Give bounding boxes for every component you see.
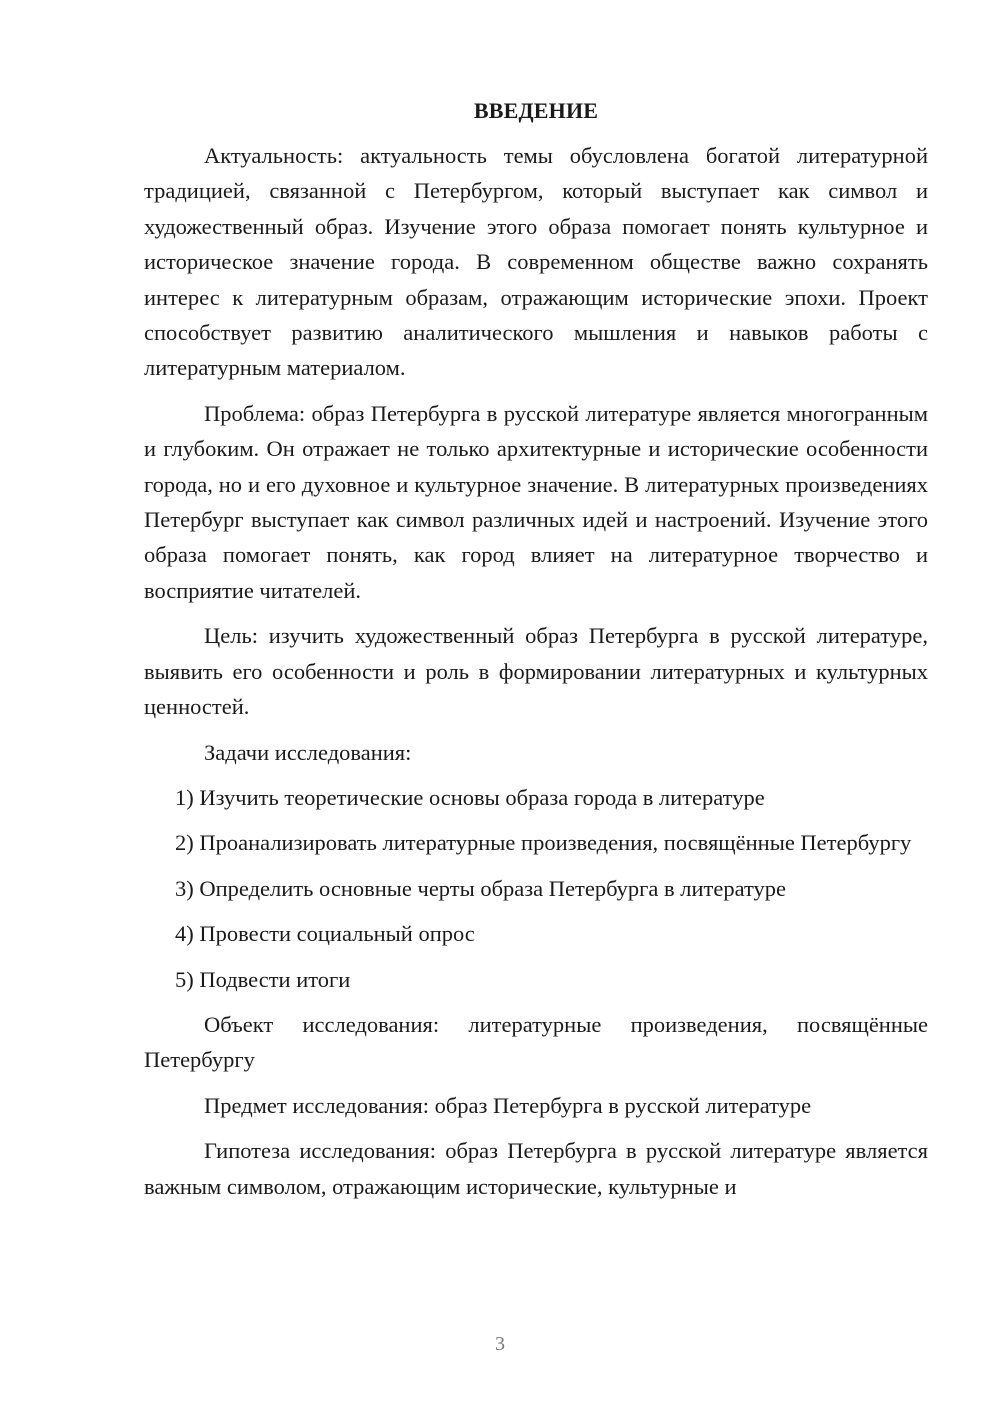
document-page	[144, 96, 928, 1214]
hypothesis-paragraph: Гипотеза исследования: образ Петербурга в русской литературе является важным символом, отражающим исторические, культурные и	[144, 1138, 928, 1199]
subject-paragraph: Предмет исследования: образ Петербурга в русской литературе	[204, 1092, 812, 1118]
task-item-5: 5) Подвести итоги	[175, 966, 351, 992]
page-heading: ВВЕДЕНИЕ	[473, 98, 599, 123]
task-item-1: 1) Изучить теоретические основы образа города в литературе	[175, 784, 765, 810]
goal-paragraph: Цель: изучить художественный образ Петербурга в русской литературе, выявить его особенности и роль в формировании литературных и культурных ценностей.	[144, 623, 928, 720]
task-item-4: 4) Провести социальный опрос	[175, 921, 475, 947]
task-item-3: 3) Определить основные черты образа Петербурга в литературе	[175, 875, 787, 901]
relevance-paragraph: Актуальность: актуальность темы обусловлена богатой литературной традицией, связанной с Петербургом, который выступает как символ и художественный образ. Изучение этого образа помогает понять культурное и историческое значение города. В современном обществе важно сохранять интерес к литературным образам, отражающим исторические эпохи. Проект способствует развитию аналитического мышления и навыков работы с литературным материалом.	[144, 143, 928, 381]
object-paragraph: Объект исследования: литературные произведения, посвящённые Петербургу	[144, 1011, 928, 1073]
page-number: 3	[495, 1333, 505, 1355]
problem-paragraph: Проблема: образ Петербурга в русской литературе является многогранным и глубоким. Он отражает не только архитектурные и исторические особенности города, но и его духовное и культурное значение. В литературных произведениях Петербург выступает как символ различных идей и настроений. Изучение этого образа помогает понять, как город влияет на литературное творчество и восприятие читателей.	[144, 400, 928, 603]
tasks-title: Задачи исследования:	[204, 739, 412, 765]
task-item-2: 2) Проанализировать литературные произведения, посвящённые Петербургу	[175, 830, 912, 856]
